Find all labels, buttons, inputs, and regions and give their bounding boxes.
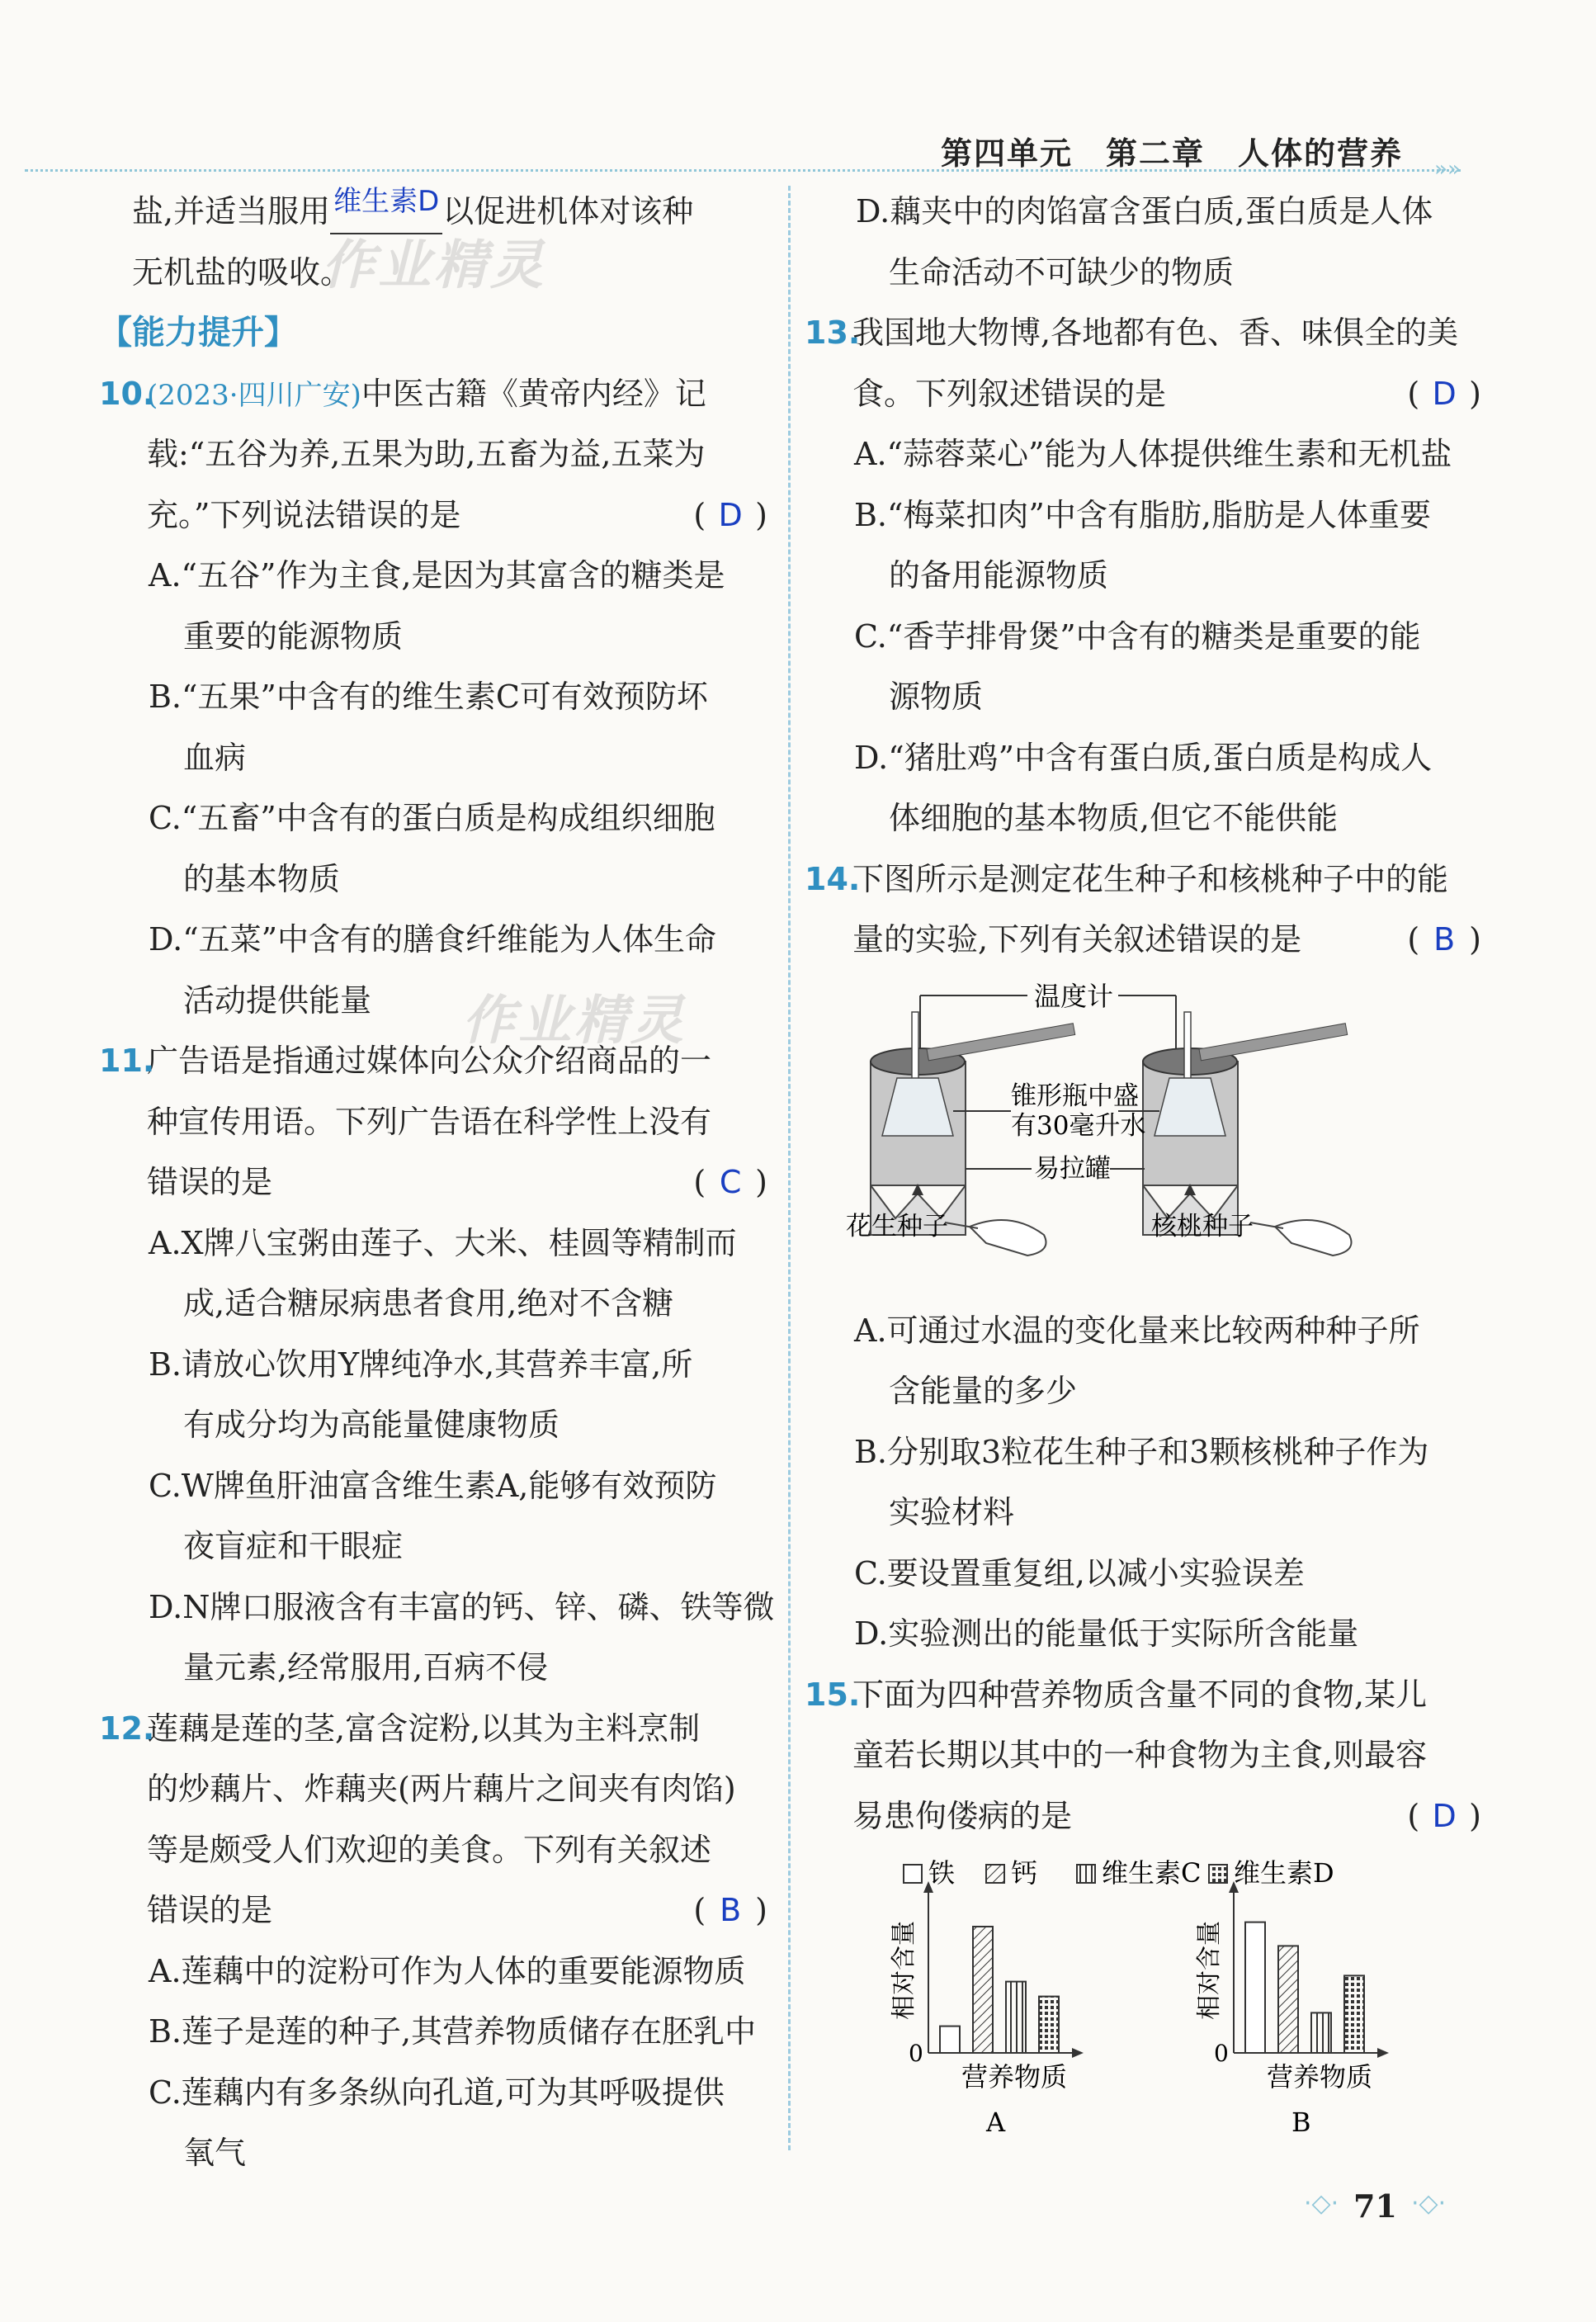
carry-line-2: 无机盐的吸收。 <box>132 253 352 291</box>
answer-value: D <box>1432 1797 1457 1834</box>
question-14: 14. 下图所示是测定花生种子和核桃种子中的能 <box>813 849 1481 910</box>
page-dots-left: ·◇· <box>1304 2189 1339 2218</box>
option-b: B.“五果”中含有的维生素C可有效预防坏 <box>149 679 708 715</box>
experiment-figure <box>813 971 1481 1301</box>
answer-bracket: ( B ) <box>1407 910 1481 971</box>
question-10: 10. (2023·四川广安)中医古籍《黄帝内经》记 <box>107 364 767 425</box>
option-a: A.可通过水温的变化量来比较两种种子所 <box>854 1312 1420 1349</box>
question-text-line: 量的实验,下列有关叙述错误的是 ( B ) <box>813 910 1481 971</box>
nutrient-bar-charts <box>871 1855 1448 2135</box>
chart-b <box>1195 1881 1389 2135</box>
answer-value: C <box>719 1164 742 1200</box>
watermark-2: 作业精灵 <box>462 991 687 1052</box>
legend-swatch-1 <box>986 1865 1004 1883</box>
option-c: C.“香芋排骨煲”中含有的糖类是重要的能 <box>854 617 1421 655</box>
flask-label-2: 有30毫升水 <box>1011 1110 1146 1141</box>
page-dots-right: ·◇· <box>1411 2189 1447 2218</box>
option-c-cont: 的基本物质 <box>183 860 341 897</box>
question-text-line: 的炒藕片、炸藕夹(两片藕片之间夹有肉馅) <box>147 1771 736 1807</box>
option-d: D.藕夹中的肉馅富含蛋白质,蛋白质是人体 <box>856 193 1433 229</box>
answer-value: D <box>1432 375 1457 412</box>
chart-name: B <box>1291 2107 1311 2135</box>
question-text-line: 载:“五谷为养,五果为助,五畜为益,五菜为 <box>147 436 706 472</box>
option-b-cont: 有成分均为高能量健康物质 <box>183 1407 560 1443</box>
carry-line-1: 盐,并适当服用 维生素D 以促进机体对该种 <box>107 182 767 243</box>
option-d-cont: 生命活动不可缺少的物质 <box>889 253 1235 291</box>
option-a-cont: 含能量的多少 <box>889 1373 1078 1409</box>
legend-label-3: 维生素D <box>1234 1857 1334 1889</box>
option-c-cont: 源物质 <box>889 679 984 715</box>
option-d: D.“五菜”中含有的膳食纤维能为人体生命 <box>149 921 717 958</box>
bar-A-铁 <box>940 2026 960 2053</box>
option-b-cont: 实验材料 <box>889 1494 1015 1530</box>
question-number: 11. <box>99 1043 155 1079</box>
answer-value: B <box>720 1892 742 1928</box>
question-15: 15. 下面为四种营养物质含量不同的食物,某儿 <box>813 1665 1481 1726</box>
option-b: B.莲子是莲的种子,其营养物质储存在胚乳中 <box>149 2013 757 2050</box>
y-axis-label: 相对含量 <box>890 1921 918 2020</box>
page-header <box>25 124 1461 182</box>
bar-A-维生素D <box>1039 1997 1059 2053</box>
peanut-label: 花生种子 <box>846 1211 948 1241</box>
chart-legend <box>904 1857 1334 1889</box>
question-number: 12. <box>99 1710 155 1747</box>
column-divider <box>788 186 791 2150</box>
answer-bracket: ( B ) <box>693 1880 767 1941</box>
right-column <box>805 182 1481 2135</box>
bar-B-维生素D <box>1344 1975 1364 2053</box>
option-b: B.“梅菜扣肉”中含有脂肪,脂肪是人体重要 <box>854 496 1431 533</box>
option-a: A.“蒜蓉菜心”能为人体提供维生素和无机盐 <box>854 436 1452 472</box>
legend-label-1: 钙 <box>1011 1857 1038 1889</box>
watermark-1: 作业精灵 <box>322 235 546 296</box>
question-text-line: 错误的是 ( B ) <box>107 1880 767 1941</box>
can-label: 易拉罐 <box>1034 1153 1111 1184</box>
option-c: C.莲藕内有多条纵向孔道,可为其呼吸提供 <box>149 2074 725 2111</box>
header-arrows: »» <box>1434 157 1461 182</box>
option-d-cont: 体细胞的基本物质,但它不能供能 <box>889 800 1339 836</box>
flask-label-1: 锥形瓶中盛 <box>1011 1081 1139 1111</box>
option-d: D.实验测出的能量低于实际所含能量 <box>854 1615 1359 1652</box>
answer-value: B <box>1433 921 1456 958</box>
option-b-cont: 的备用能源物质 <box>889 557 1109 594</box>
chart-a <box>890 1881 1084 2135</box>
bar-A-维生素C <box>1006 1982 1026 2053</box>
walnut-label: 核桃种子 <box>1151 1211 1254 1241</box>
question-number: 14. <box>805 860 861 897</box>
x-axis-label: 营养物质 <box>961 2061 1068 2093</box>
y-axis-label: 相对含量 <box>1195 1921 1224 2020</box>
question-text-line: 易患佝偻病的是 ( D ) <box>813 1786 1481 1847</box>
question-text-line: 错误的是 ( C ) <box>107 1152 767 1213</box>
question-number: 15. <box>805 1676 861 1713</box>
question-text-line: 童若长期以其中的一种食物为主食,则最容 <box>852 1737 1428 1773</box>
option-d: D.N牌口服液含有丰富的钙、锌、磷、铁等微 <box>149 1588 775 1625</box>
bar-B-钙 <box>1278 1946 1298 2053</box>
bar-B-维生素C <box>1311 2012 1331 2053</box>
answer-bracket: ( D ) <box>693 485 767 546</box>
option-c-cont: 氧气 <box>183 2135 247 2171</box>
option-c: C.“五畜”中含有的蛋白质是构成组织细胞 <box>149 800 715 836</box>
question-number: 10. <box>99 375 155 412</box>
option-b-cont: 血病 <box>183 739 247 776</box>
option-b: B.请放心饮用Y牌纯净水,其营养丰富,所 <box>149 1345 693 1383</box>
x-axis-label: 营养物质 <box>1267 2061 1373 2093</box>
question-11: 11. 广告语是指通过媒体向公众介绍商品的一 <box>107 1031 767 1092</box>
question-number: 13. <box>805 314 861 351</box>
question-text-line: 充。”下列说法错误的是 ( D ) <box>107 485 767 546</box>
chapter-title: 第四单元 第二章 人体的营养 <box>940 135 1403 172</box>
option-d-cont: 量元素,经常服用,百病不侵 <box>183 1649 549 1686</box>
answer-bracket: ( C ) <box>693 1152 767 1213</box>
option-c: C.W牌鱼肝油富含维生素A,能够有效预防 <box>149 1467 717 1504</box>
option-c-cont: 夜盲症和干眼症 <box>183 1528 404 1564</box>
bar-A-钙 <box>973 1927 993 2053</box>
handwritten-answer: 维生素D <box>330 172 442 234</box>
question-text-line: 食。下列叙述错误的是 ( D ) <box>813 364 1481 425</box>
origin-label: 0 <box>1214 2040 1229 2067</box>
option-d-cont: 活动提供能量 <box>183 981 372 1019</box>
legend-swatch-3 <box>1209 1865 1227 1883</box>
thermometer-label: 温度计 <box>1034 980 1114 1012</box>
question-text-line: 种宣传用语。下列广告语在科学性上没有 <box>147 1103 712 1140</box>
answer-bracket: ( D ) <box>1407 1786 1481 1847</box>
left-column <box>99 182 775 2184</box>
legend-swatch-0 <box>904 1865 922 1883</box>
walnut-apparatus <box>1143 1012 1348 1235</box>
question-source: (2023·四川广安) <box>147 378 361 412</box>
x-axis-arrow <box>1377 2048 1389 2058</box>
x-axis-arrow <box>1072 2048 1084 2058</box>
question-text-line: 等是颇受人们欢迎的美食。下列有关叙述 <box>147 1831 712 1868</box>
legend-label-0: 铁 <box>928 1857 956 1889</box>
option-a-cont: 成,适合糖尿病患者食用,绝对不含糖 <box>183 1285 674 1322</box>
option-c: C.要设置重复组,以减小实验误差 <box>854 1554 1305 1591</box>
section-heading: 【能力提升】 <box>99 314 297 352</box>
option-b: B.分别取3粒花生种子和3颗核桃种子作为 <box>854 1433 1429 1470</box>
option-a: A.“五谷”作为主食,是因为其富含的糖类是 <box>149 557 725 594</box>
origin-label: 0 <box>909 2040 923 2067</box>
question-13: 13. 我国地大物博,各地都有色、香、味俱全的美 <box>813 303 1481 364</box>
experiment-diagram <box>846 971 1424 1301</box>
question-12: 12. 莲藕是莲的茎,富含淀粉,以其为主料烹制 <box>107 1699 767 1760</box>
legend-label-2: 维生素C <box>1102 1857 1202 1889</box>
chart-name: A <box>986 2107 1006 2135</box>
answer-bracket: ( D ) <box>1407 364 1481 425</box>
bar-B-铁 <box>1245 1922 1265 2053</box>
option-a: A.X牌八宝粥由莲子、大米、桂圆等精制而 <box>149 1224 737 1261</box>
option-a-cont: 重要的能源物质 <box>183 617 404 655</box>
option-a: A.莲藕中的淀粉可作为人体的重要能源物质 <box>149 1952 746 1989</box>
page-number: 71 <box>1353 2187 1397 2225</box>
answer-value: D <box>718 496 743 533</box>
option-d: D.“猪肚鸡”中含有蛋白质,蛋白质是构成人 <box>854 739 1433 776</box>
header-rule <box>25 169 1461 172</box>
legend-swatch-2 <box>1077 1865 1095 1883</box>
